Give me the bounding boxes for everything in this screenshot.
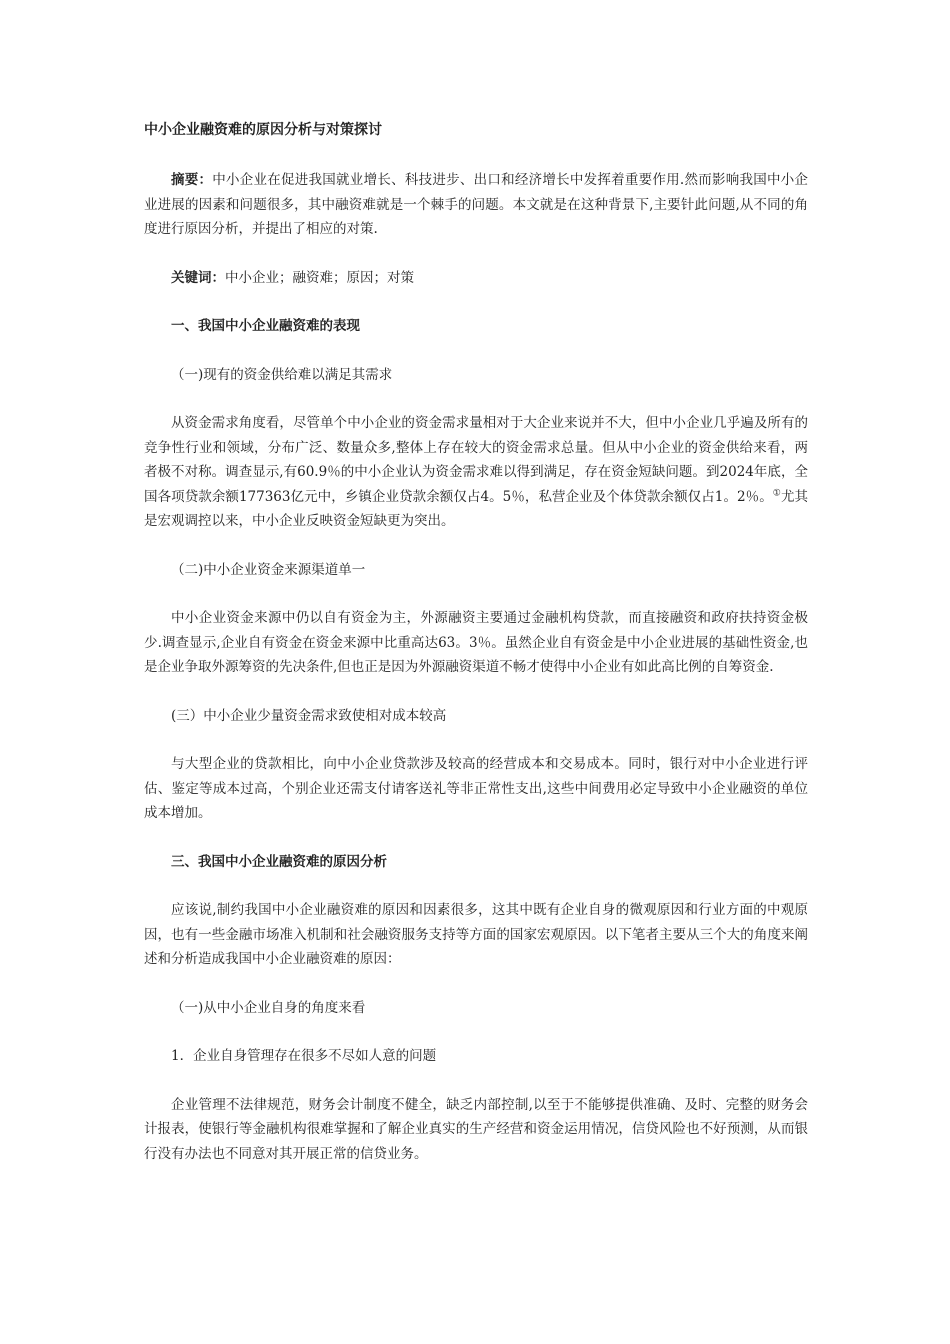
subsection-heading-1-3: (三）中小企业少量资金需求致使相对成本较高 [171, 707, 447, 724]
section-heading-1: 一、我国中小企业融资难的表现 [171, 318, 360, 334]
keywords-paragraph [144, 266, 808, 291]
document-title: 中小企业融资难的原因分析与对策探讨 [144, 122, 382, 138]
abstract-paragraph [144, 168, 808, 242]
subsection-heading-1-2: （二)中小企业资金来源渠道单一 [171, 561, 366, 578]
abstract-label: 摘要： [171, 172, 213, 188]
paragraph-1-2: 中小企业资金来源中仍以自有资金为主，外源融资主要通过金融机构贷款，而直接融资和政府扶持资金极少.调查显示,企业自有资金在资金来源中比重高达63。3％。虽然企业自有资金是中小企业进展的基础性资金,也是企业争取外源筹资的先决条件,但也正是因为外源融资渠道不畅才使得中小企业有如此高比例的自筹资金. [144, 610, 808, 675]
paragraph-1-3: 与大型企业的贷款相比，向中小企业贷款涉及较高的经营成本和交易成本。同时，银行对中小企业进行评估、鉴定等成本过高，个别企业还需支付请客送礼等非正常性支出,这些中间费用必定导致中小企业融资的单位成本增加。 [144, 756, 808, 821]
footnote-mark[interactable]: ① [772, 488, 781, 498]
abstract-text: 中小企业在促进我国就业增长、科技进步、出口和经济增长中发挥着重要作用.然而影响我国中小企业进展的因素和问题很多，其中融资难就是一个棘手的问题。本文就是在这种背景下,主要针此问题,从不同的角度进行原因分析，并提出了相应的对策. [144, 172, 808, 237]
keywords-label: 关键词： [171, 269, 225, 286]
section-heading-3: 三、我国中小企业融资难的原因分析 [171, 853, 387, 870]
paragraph-1-1-text: 从资金需求角度看，尽管单个中小企业的资金需求量相对于大企业来说并不大，但中小企业几乎遍及所有的竞争性行业和领域，分布广泛、数量众多,整体上存在较大的资金需求总量。但从中小企业的资金供给来看，两者极不对称。调查显示,有60.9％的中小企业认为资金需求难以得到满足，存在资金短缺问题。到2024年底，全国各项贷款余额177363亿元中，乡镇企业贷款余额仅占4。5％，私营企业及个体贷款余额仅占1。2％。 [144, 415, 808, 505]
paragraph-3-intro: 应该说,制约我国中小企业融资难的原因和因素很多，这其中既有企业自身的微观原因和行业方面的中观原因，也有一些金融市场准入机制和社会融资服务支持等方面的国家宏观原因。以下笔者主要从三个大的角度来阐述和分析造成我国中小企业融资难的原因： [144, 902, 808, 967]
subsection-heading-3-1: （一)从中小企业自身的角度来看 [171, 999, 366, 1016]
paragraph-1-1 [144, 411, 808, 534]
keywords-text: 中小企业；融资难；原因；对策 [225, 269, 414, 286]
subsection-heading-1-1: （一)现有的资金供给难以满足其需求 [171, 366, 393, 383]
document-page [144, 120, 808, 1166]
paragraph-1-1-text-cont: 尤其是宏观调控以来，中小企业反映资金短缺更为突出。 [144, 488, 809, 529]
item-heading-3-1-1: 1．企业自身管理存在很多不尽如人意的问题 [171, 1048, 437, 1064]
paragraph-3-1-1: 企业管理不法律规范，财务会计制度不健全，缺乏内部控制,以至于不能够提供准确、及时、完整的财务会计报表，使银行等金融机构很难掌握和了解企业真实的生产经营和资金运用情况，信贷风险也不好预测，从而银行没有办法也不同意对其开展正常的信贷业务。 [144, 1096, 808, 1162]
